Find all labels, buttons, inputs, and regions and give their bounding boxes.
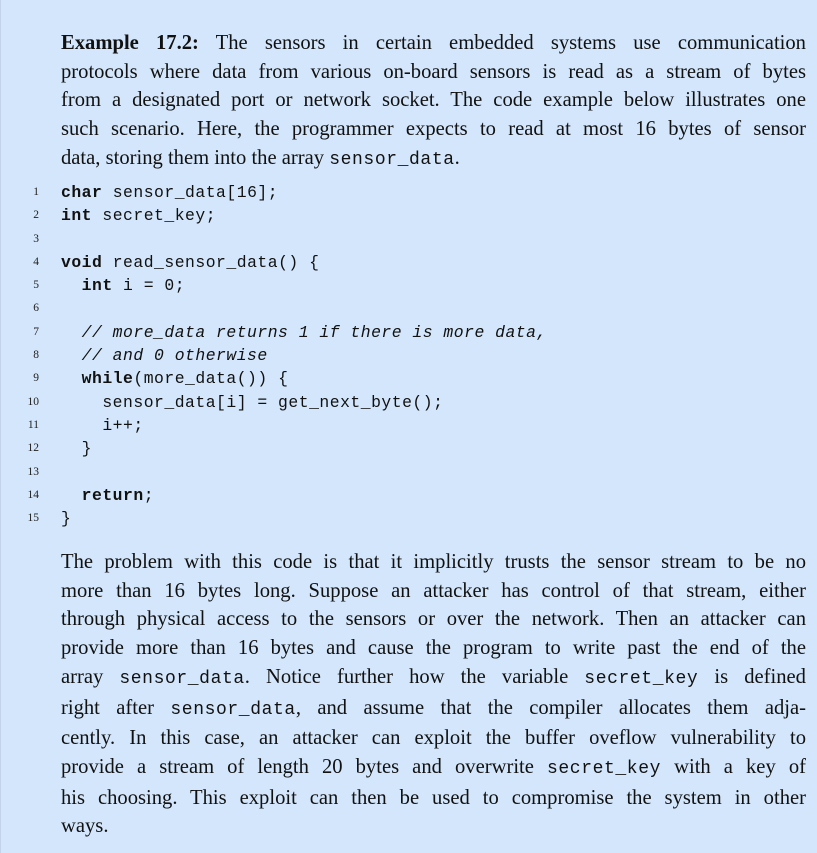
inline-code: sensor_data: [170, 699, 296, 720]
line-number: 4: [33, 255, 39, 268]
code-keyword: void: [61, 252, 103, 272]
code-text: [61, 204, 216, 227]
outro-line-1: The problem with this code is that it implicitly trusts the sensor stream to be no: [61, 551, 806, 573]
code-line: [1, 437, 817, 460]
code-rest: read_sensor_data() {: [102, 252, 320, 272]
line-number: 6: [33, 302, 39, 315]
line-number: 13: [27, 465, 39, 478]
intro-line-3: from a designated port or network socket. The code example below illustrates one: [61, 89, 806, 112]
example-label: Example 17.2:: [61, 32, 199, 54]
outro-line-6: right after sensor_data, and assume that the compiler allocates them adja-: [61, 696, 806, 720]
code-line: [1, 321, 817, 344]
code-line: [1, 484, 817, 507]
outro-line-4: provide more than 16 bytes and cause the program to write past the end of the: [61, 637, 806, 660]
inline-code: sensor_data: [119, 668, 245, 689]
line-number: 5: [33, 279, 39, 292]
code-line: [1, 367, 817, 390]
code-line: [1, 228, 817, 251]
code-line: [1, 297, 817, 320]
intro-line-4: such scenario. Here, the programmer expects to read at most 16 bytes of sensor: [61, 118, 806, 141]
code-listing: [1, 181, 817, 530]
code-keyword: return: [61, 485, 144, 505]
line-number: 9: [33, 372, 39, 385]
code-comment: // more_data returns 1 if there is more data,: [61, 322, 547, 342]
explanation-paragraph: [61, 548, 806, 841]
code-text: [61, 437, 92, 460]
code-text: [61, 414, 144, 437]
outro-line-10: ways.: [61, 815, 109, 838]
code-line: [1, 414, 817, 437]
code-rest: }: [61, 439, 93, 459]
code-text: [61, 274, 185, 297]
code-rest: }: [61, 509, 72, 529]
code-text: [61, 367, 288, 390]
line-number: 8: [33, 349, 39, 362]
line-number: 2: [33, 209, 39, 222]
code-line: [1, 507, 817, 530]
code-text: [61, 391, 443, 414]
outro-line-8: provide a stream of length 20 bytes and overwrite secret_key with a key of: [61, 755, 806, 779]
code-keyword: while: [61, 369, 134, 389]
line-number: 3: [33, 232, 39, 245]
code-line: [1, 181, 817, 204]
code-rest: i = 0;: [112, 276, 186, 296]
code-line: [1, 204, 817, 227]
line-number: 11: [27, 418, 39, 431]
code-rest: i++;: [61, 415, 144, 435]
example-intro-paragraph: [61, 29, 806, 175]
code-rest: sensor_data[16];: [102, 183, 279, 202]
outro-line-3: through physical access to the sensors or over the network. Then an attacker can: [61, 608, 806, 631]
code-text: [61, 507, 71, 530]
inline-code: secret_key: [584, 668, 699, 689]
code-line: [1, 274, 817, 297]
code-line: [1, 391, 817, 414]
outro-line-7: cently. In this case, an attacker can exploit the buffer oveflow vulnerability to: [61, 727, 806, 750]
code-line: [1, 461, 817, 484]
line-number: 14: [27, 488, 39, 501]
intro-line-5: data, storing them into the array sensor_data.: [61, 146, 460, 170]
code-keyword: char: [61, 183, 103, 202]
outro-line-5: array sensor_data. Notice further how the variable secret_key is defined: [61, 665, 806, 689]
line-number: 7: [33, 325, 39, 338]
inline-code: secret_key: [546, 758, 662, 779]
code-text: [61, 251, 319, 274]
code-text: [61, 344, 268, 367]
intro-line-2: protocols where data from various on-board sensors is read as a stream of bytes: [61, 60, 806, 83]
code-keyword: int: [61, 276, 113, 296]
inline-code: sensor_data: [329, 149, 455, 170]
code-line: [1, 344, 817, 367]
outro-line-9: his choosing. This exploit can then be used to compromise the system in other: [61, 786, 806, 809]
line-number: 15: [27, 512, 39, 525]
code-comment: // and 0 otherwise: [61, 346, 268, 366]
line-number: 1: [33, 186, 39, 198]
code-text: [61, 321, 547, 344]
code-rest: sensor_data[i] = get_next_byte();: [61, 392, 444, 412]
code-rest: secret_key;: [92, 206, 217, 226]
code-rest: (more_data()) {: [133, 369, 289, 389]
line-number: 12: [27, 442, 39, 455]
intro-line-1: Example 17.2: The sensors in certain embedded systems use communication: [61, 32, 806, 54]
code-text: [61, 181, 278, 204]
line-number: 10: [27, 395, 39, 408]
outro-line-2: more than 16 bytes long. Suppose an attacker has control of that stream, either: [61, 579, 806, 602]
code-rest: ;: [143, 485, 155, 505]
code-text: [61, 484, 154, 507]
code-keyword: int: [61, 206, 93, 226]
code-line: [1, 251, 817, 274]
